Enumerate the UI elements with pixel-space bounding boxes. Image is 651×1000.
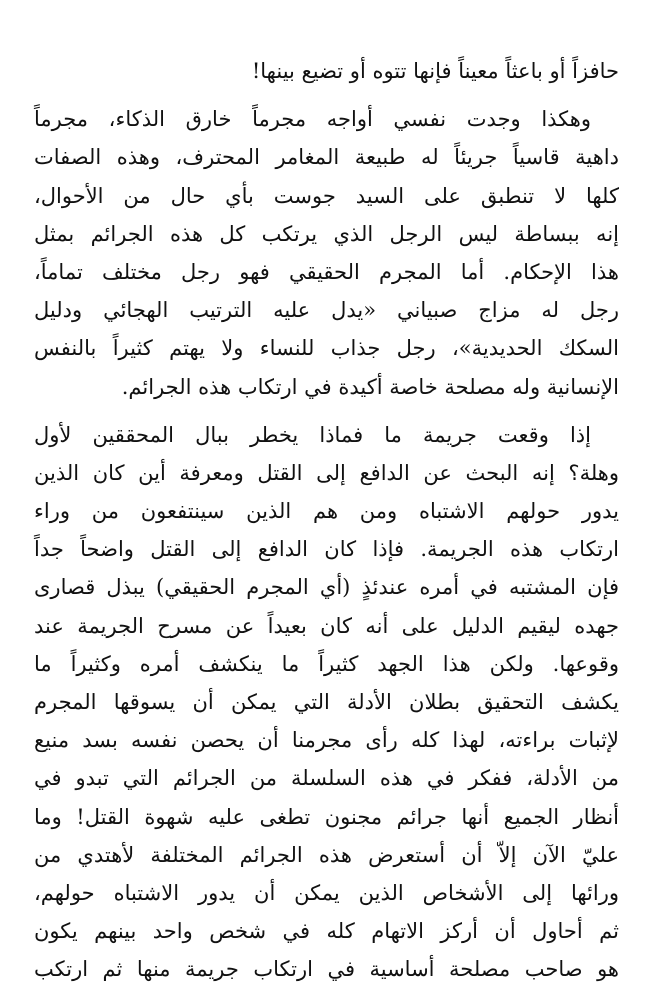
text-line: داهية قاسياً جريئاً له طبيعة المغامر المحترف، وهذه الصفات xyxy=(34,145,619,170)
text-line: أنظار الجميع أنها جرائم مجنون تطغى عليه شهوة القتل! وما xyxy=(34,804,619,829)
text-line: إنه ببساطة ليس الرجل الذي يرتكب كل هذه الجرائم بمثل xyxy=(34,221,619,246)
text-line: جهده ليقيم الدليل على أنه كان بعيداً عن مسرح الجريمة عند xyxy=(34,613,619,638)
text-line: ورائها إلى الأشخاص الذين يمكن أن يدور الاشتباه حولهم، xyxy=(34,880,619,905)
text-line: وهكذا وجدت نفسي أواجه مجرماً خارق الذكاء، مجرماً xyxy=(34,107,591,132)
paragraph-1 xyxy=(34,52,619,90)
text-line: الإنسانية وله مصلحة خاصة أكيدة في ارتكاب هذه الجرائم. xyxy=(121,374,619,399)
text-line: حافزاً أو باعثاً معيناً فإنها تتوه أو تضيع بينها! xyxy=(251,59,619,83)
text-line: هو صاحب مصلحة أساسية في ارتكاب جريمة منها ثم ارتكب xyxy=(34,957,619,982)
text-line: كلها لا تنطبق على السيد جوست بأي حال من الأحوال، xyxy=(34,183,619,208)
text-line: السكك الحديدية»، رجل جذاب للنساء ولا يهتم كثيراً بالنفس xyxy=(34,336,619,361)
text-line: وقوعها. ولكن هذا الجهد كثيراً ما ينكشف أمره وكثيراً ما xyxy=(34,651,619,676)
paragraph-3 xyxy=(34,416,619,989)
text-line: يكشف التحقيق بطلان الأدلة التي يمكن أن يسوقها المجرم xyxy=(34,690,619,714)
paragraph-2 xyxy=(34,100,619,406)
text-line: ارتكاب هذه الجريمة. فإذا كان الدافع إلى القتل واضحاً جداً xyxy=(34,537,619,562)
text-line: لإثبات براءته، لهذا كله رأى مجرمنا أن يحصن نفسه بسد منيع xyxy=(34,728,619,753)
text-line: عليّ الآن إلاّ أن أستعرض هذه الجرائم المختلفة لأهتدي من xyxy=(34,842,619,867)
text-line: رجل له مزاج صبياني «يدل عليه الترتيب الهجائي ودليل xyxy=(34,298,619,323)
text-line: هذا الإحكام. أما المجرم الحقيقي فهو رجل مختلف تماماً، xyxy=(34,259,619,284)
text-line: يدور حولهم الاشتباه ومن هم الذين سينتفعون من وراء xyxy=(34,499,619,524)
text-line: من الأدلة، ففكر في هذه السلسلة من الجرائم التي تبدو في xyxy=(34,766,619,791)
text-line: وهلة؟ إنه البحث عن الدافع إلى القتل ومعرفة أين كان الذين xyxy=(34,460,619,485)
text-line: فإن المشتبه في أمره عندئذٍ (أي المجرم الحقيقي) يبذل قصارى xyxy=(34,575,619,600)
text-line: ثم أحاول أن أركز الاتهام كله في شخص واحد بينهم يكون xyxy=(34,919,619,944)
text-line: إذا وقعت جريمة ما فماذا يخطر ببال المحققين لأول xyxy=(34,422,591,447)
